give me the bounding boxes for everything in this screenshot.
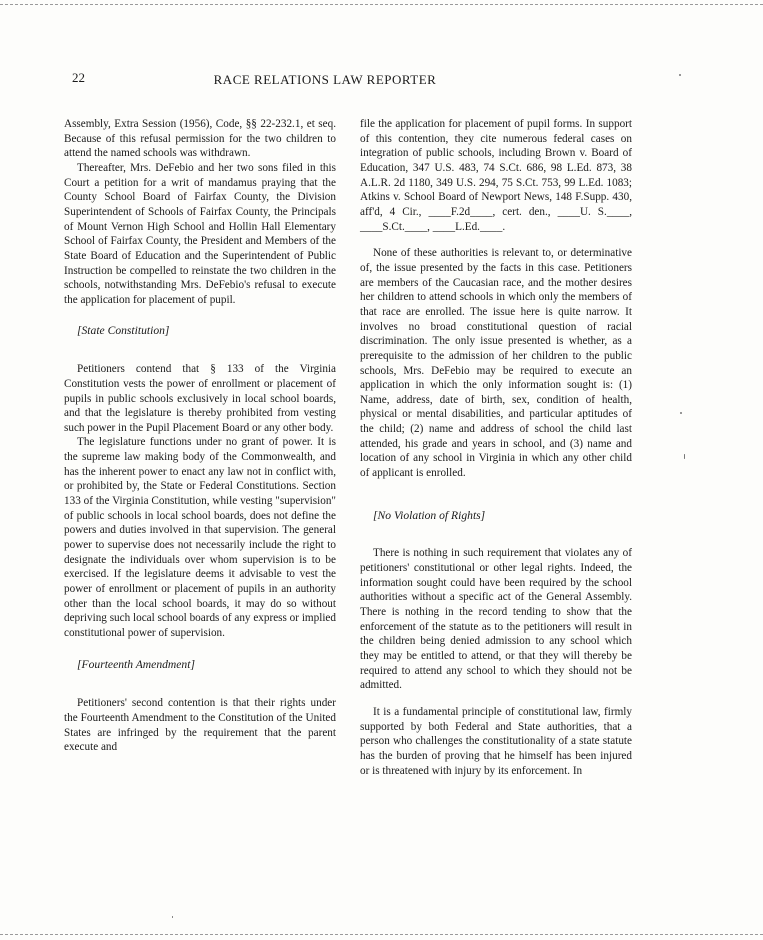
paragraph-no-violation: There is nothing in such requirement that violates any of petitioners' constitutional or other legal rights. Indeed, the information sought could have been required by the school authorities without a specific act of the General Assembly. There is nothing in the record tending to show that the enforcement of the statute as to the petitioners will result in the children being denied admission to any school which they may be entitled to attend, or that they will thereby be required to attend any school to which they should not be admitted. <box>360 547 632 692</box>
paragraph-section-133: Petitioners contend that § 133 of the Virginia Constitution vests the power of enrollment or placement of pupils in public schools exclusively in local school boards, and that the legislature is thereby prohibited from vesting such power in the Pupil Placement Board or any other body. <box>64 363 336 434</box>
scan-speck <box>172 916 173 918</box>
scan-speck <box>680 412 682 414</box>
paragraph-citations: file the application for placement of pupil forms. In support of this contention, they cite numerous federal cases on integration of public schools, including Brown v. Board of Education, 347 U.S. 483, 74 S.Ct. 686, 98 L.Ed. 873, 38 A.L.R. 2d 1180, 349 U.S. 294, 75 S.Ct. 753, 99 L.Ed. 1083; Atkins v. School Board of Newport News, 148 F.Supp. 430, aff'd, 4 Cir., ____F.2d____, cert. den., ____U. S.____, ____S.Ct.____, ____L.Ed.____. <box>360 118 632 233</box>
paragraph-petition: Thereafter, Mrs. DeFebio and her two sons filed in this Court a petition for a writ of mandamus praying that the County School Board of Fairfax County, the Division Superintendent of Schools of Fairfax County, the Principals of Mount Vernon High School and Hollin Hall Elementary School of Fairfax County, the President and Members of the State Board of Education and the Superintendent of Public Instruction be compelled to reinstate the two children in the schools, notwithstanding Mrs. DeFebio's refusal to execute the application for placement of pupil. <box>64 161 336 306</box>
section-heading-fourteenth-amendment: [Fourteenth Amendment] <box>77 657 195 671</box>
page-number: 22 <box>72 70 85 85</box>
section-heading-state-constitution: [State Constitution] <box>77 323 170 337</box>
paragraph-authorities: None of these authorities is relevant to, or determinative of, the issue presented by the facts in this case. Petitioners are members of the Caucasian race, and the mother desires her children to attend schools in which only the members of that race are enrolled. The issue here is quite narrow. It involves no broad constitutional question of racial discrimination. The only issue presented is whether, as a prerequisite to the admission of her children to the public schools, Mrs. DeFebio may be required to execute an application in which the only information sought is: (1) Name, address, date of birth, sex, condition of health, physical or mental disabilities, and particular aptitudes of the child; (2) name and address of school the child last attended, his grade and years in school, and (3) name and location of any school in Virginia in which any other child of applicant is enrolled. <box>360 247 632 480</box>
paragraph-assembly: Assembly, Extra Session (1956), Code, §§ 22-232.1, et seq. Because of this refusal permission for the two children to attend the named schools was withdrawn. <box>64 118 336 160</box>
section-heading-no-violation: [No Violation of Rights] <box>373 508 486 522</box>
scan-speck <box>684 454 685 459</box>
running-head: RACE RELATIONS LAW REPORTER <box>213 72 437 87</box>
scan-speck <box>679 74 681 76</box>
page-top-edge <box>0 4 763 5</box>
paragraph-fundamental-principle: It is a fundamental principle of constitutional law, firmly supported by both Federal and State authorities, that a person who challenges the constitutionality of a state statute has the burden of proving that he himself has been injured or is threatened with injury by its enforcement. In <box>360 705 632 777</box>
left-column <box>64 117 336 755</box>
right-column <box>360 117 632 778</box>
paragraph-legislature: The legislature functions under no grant of power. It is the supreme law making body of the Commonwealth, and has the inherent power to enact any law not in conflict with, or prohibited by, the State or Federal Constitutions. Section 133 of the Virginia Constitution, while vesting "supervision" of public schools in local school boards, does not define the powers and duties involved in that supervision. The general power to supervise does not necessarily include the right to designate the individuals over whom supervision is to be exercised. If the legislature deems it advisable to vest the power of enrollment or placement of pupils in an authority other than the local school boards, it may do so without depriving such local school boards of any express or implied constitutional power of supervision. <box>64 436 336 639</box>
page-bottom-edge <box>0 934 763 935</box>
paragraph-second-contention: Petitioners' second contention is that their rights under the Fourteenth Amendment to the Constitution of the United States are infringed by the requirement that the parent execute and <box>64 697 336 754</box>
